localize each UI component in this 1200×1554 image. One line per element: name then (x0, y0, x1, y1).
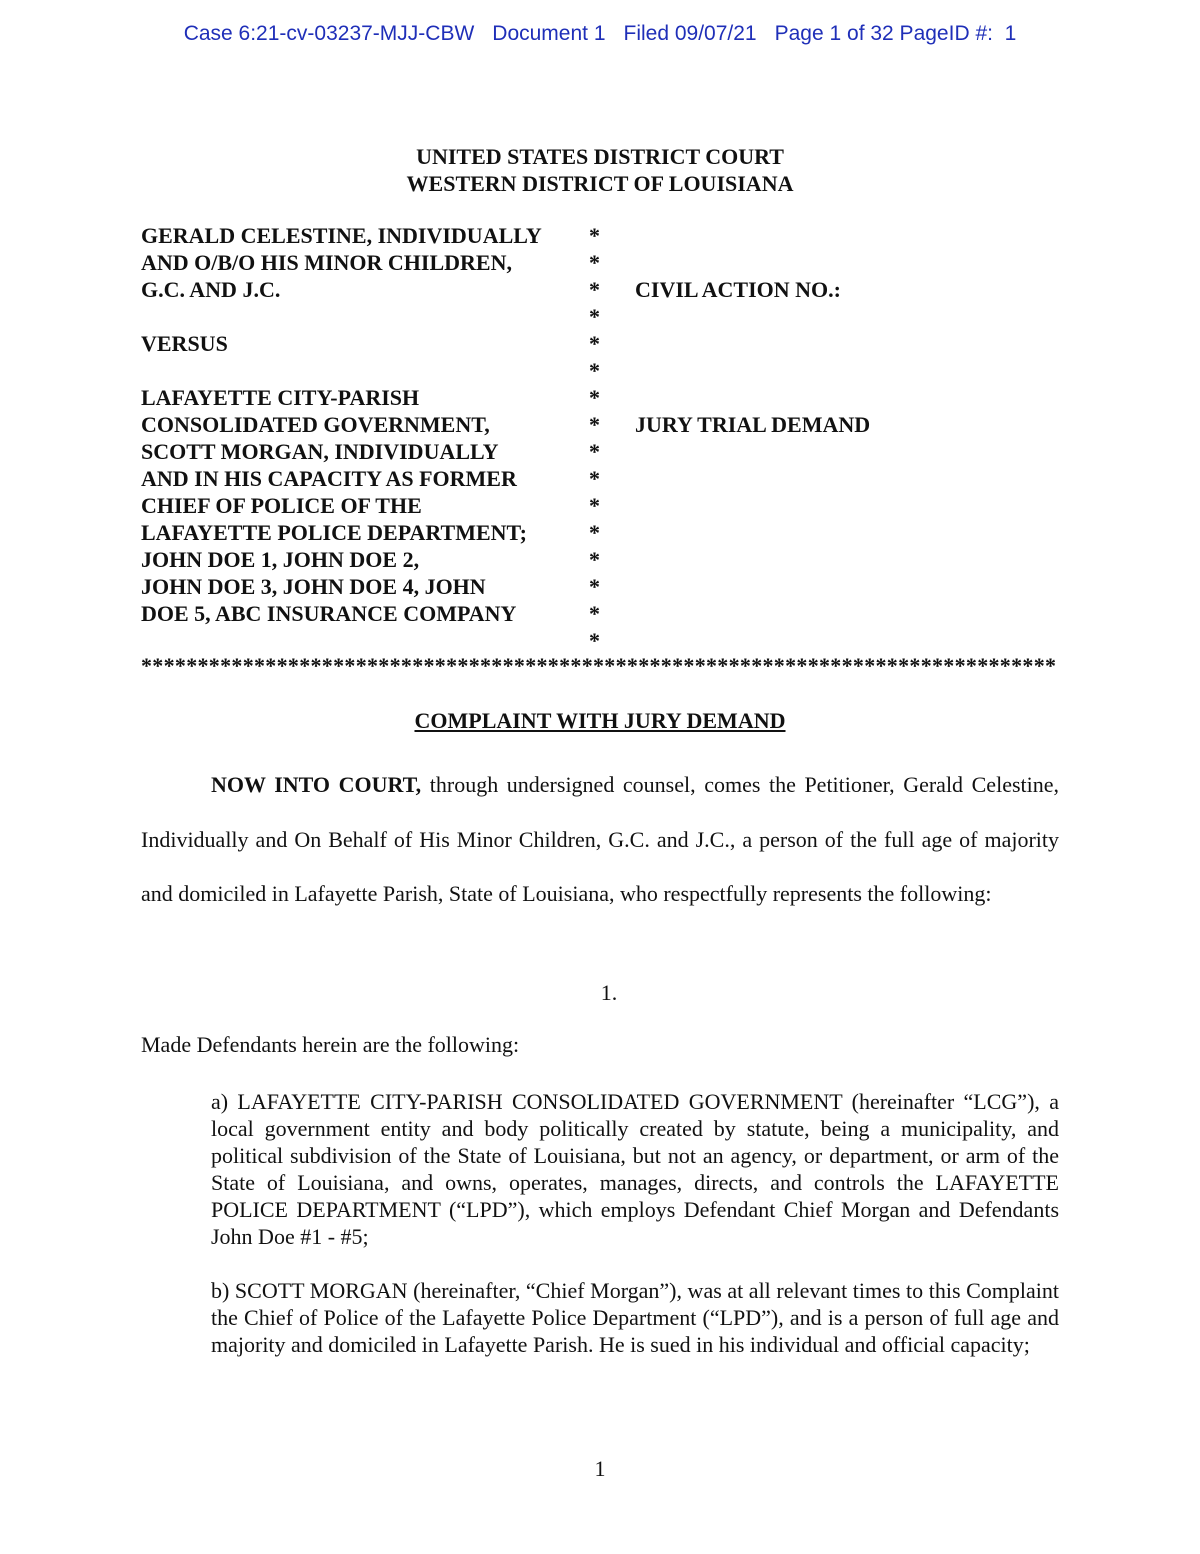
court-district: WESTERN DISTRICT OF LOUISIANA (406, 171, 794, 196)
caption-star: * (589, 574, 600, 599)
caption-left: JOHN DOE 1, JOHN DOE 2, (141, 547, 420, 572)
caption-left: AND IN HIS CAPACITY AS FORMER (141, 466, 517, 491)
caption-left: JOHN DOE 3, JOHN DOE 4, JOHN (141, 574, 486, 599)
caption-left: AND O/B/O HIS MINOR CHILDREN, (141, 250, 512, 275)
intro-lead: NOW INTO COURT, (211, 772, 422, 797)
intro-paragraph (141, 758, 1059, 922)
defendant-item-a: a) LAFAYETTE CITY-PARISH CONSOLIDATED GOVERNMENT (hereinafter “LCG”), a local government entity and body politically created by statute, being a municipality, and political subdivision of the State of Louisiana, but not an agency, or department, or arm of the State of Louisiana, and owns, operates, manages, directs, and controls the LAFAYETTE POLICE DEPARTMENT (“LPD”), which employs Defendant Chief Morgan and Defendants John Doe #1 - #5; (211, 1089, 1059, 1249)
caption-left: SCOTT MORGAN, INDIVIDUALLY (141, 439, 499, 464)
civil-action-label: CIVIL ACTION NO.: (635, 277, 841, 302)
caption-left: LAFAYETTE POLICE DEPARTMENT; (141, 520, 527, 545)
caption-star: * (589, 277, 600, 302)
caption-left: DOE 5, ABC INSURANCE COMPANY (141, 601, 517, 626)
caption-star: * (589, 628, 600, 653)
caption-star: * (589, 358, 600, 383)
filing-stamp (0, 22, 1200, 46)
caption-left: GERALD CELESTINE, INDIVIDUALLY (141, 223, 542, 248)
caption-star: * (589, 223, 600, 248)
court-name: UNITED STATES DISTRICT COURT (416, 144, 784, 169)
caption-left: G.C. AND J.C. (141, 277, 281, 302)
jury-trial-label: JURY TRIAL DEMAND (635, 412, 871, 437)
court-heading (0, 143, 1200, 197)
asterisk-divider: ********************************************************************************* (141, 653, 1057, 678)
caption-star: * (589, 385, 600, 410)
intro-body: through undersigned counsel, comes the Petitioner, Gerald Celestine, Individually and On Behalf of His Minor Children, G.C. and J.C., a person of the full age of majority and domiciled in Lafayette Parish, State of Louisiana, who respectfully represents the following: (141, 772, 1060, 906)
filed-date: Filed 09/07/21 (623, 22, 757, 45)
document-title: COMPLAINT WITH JURY DEMAND (414, 708, 786, 733)
caption-star: * (589, 439, 600, 464)
caption-star: * (589, 601, 600, 626)
caption-star: * (589, 493, 600, 518)
caption-star: * (589, 466, 600, 491)
caption-left: CHIEF OF POLICE OF THE (141, 493, 422, 518)
page-id: Page 1 of 32 PageID #: 1 (774, 22, 1017, 45)
defendant-item-b: b) SCOTT MORGAN (hereinafter, “Chief Morgan”), was at all relevant times to this Complaint the Chief of Police of the Lafayette Police Department (“LPD”), and is a person of full age and majority and domiciled in Lafayette Parish. He is sued in his individual and official capacity; (211, 1278, 1059, 1357)
caption-star: * (589, 250, 600, 275)
caption-star: * (589, 412, 600, 437)
made-defendants-text: Made Defendants herein are the following: (141, 1032, 520, 1057)
document-number: Document 1 (492, 22, 606, 45)
caption-star: * (589, 304, 600, 329)
caption-star: * (589, 547, 600, 572)
paragraph-number: 1. (600, 980, 618, 1005)
versus-label: VERSUS (141, 331, 228, 356)
caption-star: * (589, 520, 600, 545)
case-number: Case 6:21-cv-03237-MJJ-CBW (183, 22, 475, 45)
caption-star: * (589, 331, 600, 356)
caption-left: CONSOLIDATED GOVERNMENT, (141, 412, 490, 437)
page-number: 1 (594, 1456, 606, 1481)
caption-left: LAFAYETTE CITY-PARISH (141, 385, 420, 410)
